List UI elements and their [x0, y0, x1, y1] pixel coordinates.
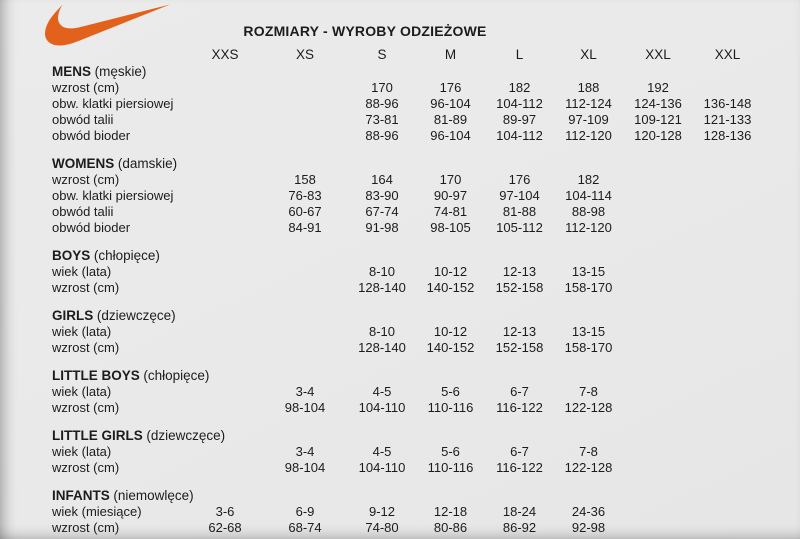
size-value-cell: 104-114 [565, 188, 612, 203]
table-row [0, 204, 762, 220]
size-value-cell: 5-6 [441, 384, 460, 399]
measurement-label: obwód bioder [52, 128, 131, 143]
table-row [0, 128, 762, 144]
size-value-cell [623, 504, 693, 520]
section-label-cell [0, 487, 762, 504]
table-row [0, 112, 762, 128]
page-title: ROZMIARY - WYROBY ODZIEŻOWE [243, 23, 487, 39]
section-header-row [0, 63, 762, 80]
size-value-cell: 182 [577, 172, 600, 187]
size-value-cell: 110-116 [427, 460, 474, 475]
size-value-cell [262, 80, 348, 96]
size-value-cell [188, 96, 262, 112]
spacer-cell [0, 296, 762, 307]
section-label-cell [0, 247, 762, 264]
section-suffix: (dziewczęce) [146, 428, 226, 443]
size-value-cell [693, 172, 762, 188]
size-value-cell: 88-96 [365, 128, 399, 143]
section-suffix: (męskie) [94, 64, 147, 79]
section-label-cell [0, 367, 762, 384]
size-value-cell: 80-86 [433, 520, 468, 535]
size-value-cell: 73-81 [365, 112, 399, 127]
size-value-cell: 170 [439, 172, 462, 187]
measurement-label: obw. klatki piersiowej [52, 96, 174, 111]
size-value-cell: 120-128 [634, 128, 682, 143]
size-value-cell [693, 504, 762, 520]
size-column-header: XXS [211, 47, 239, 62]
section-spacer [0, 356, 762, 367]
section-name: BOYS [52, 248, 91, 263]
size-value-cell [262, 112, 348, 128]
section-name: GIRLS [52, 308, 94, 323]
section-header-row [0, 155, 762, 172]
size-value-cell: 136-148 [703, 96, 752, 111]
size-value-cell: 98-105 [430, 220, 471, 235]
size-value-cell [188, 204, 262, 220]
size-value-cell: 24-36 [571, 504, 606, 519]
size-column-header: S [377, 47, 387, 62]
size-value-cell: 3-6 [215, 504, 235, 519]
size-value-cell: 91-98 [365, 220, 399, 235]
size-value-cell: 67-74 [365, 204, 399, 219]
section-suffix: (chłopięce) [143, 368, 210, 383]
section-header-row [0, 367, 762, 384]
size-value-cell [262, 280, 348, 296]
size-value-cell: 96-104 [430, 96, 471, 111]
table-row [0, 460, 762, 476]
size-value-cell: 81-89 [433, 112, 468, 127]
size-value-cell: 92-98 [571, 520, 606, 535]
size-value-cell [623, 324, 693, 340]
size-value-cell: 112-124 [565, 96, 612, 111]
size-value-cell [262, 324, 348, 340]
size-value-cell: 81-88 [502, 204, 537, 219]
size-value-cell: 122-128 [564, 460, 613, 475]
section-label-cell [0, 63, 762, 80]
size-value-cell: 104-110 [358, 460, 406, 475]
measurement-label: wiek (lata) [52, 384, 112, 399]
size-value-cell [623, 172, 693, 188]
size-value-cell: 104-110 [358, 400, 406, 415]
size-value-cell: 110-116 [427, 400, 474, 415]
size-value-cell: 176 [508, 172, 531, 187]
size-value-cell: 128-136 [703, 128, 752, 143]
size-value-cell: 97-104 [499, 188, 540, 203]
size-column-header: XXL [714, 47, 741, 62]
size-value-cell [693, 80, 762, 96]
size-value-cell: 62-68 [208, 520, 242, 535]
size-value-cell [262, 264, 348, 280]
size-value-cell: 140-152 [426, 280, 475, 295]
table-row [0, 264, 762, 280]
measurement-label: wzrost (cm) [52, 460, 120, 475]
size-column-header: XXL [645, 47, 671, 62]
section-name: LITTLE BOYS [52, 368, 140, 383]
size-value-cell: 112-120 [565, 220, 612, 235]
section-name: LITTLE GIRLS [52, 428, 143, 443]
section-label-cell [0, 155, 762, 172]
size-value-cell [262, 128, 348, 144]
size-table [0, 46, 762, 536]
size-value-cell: 116-122 [496, 400, 543, 415]
size-value-cell: 12-13 [502, 324, 537, 339]
size-value-cell: 88-98 [571, 204, 606, 219]
size-value-cell: 13-15 [571, 264, 606, 279]
size-value-cell: 104-112 [496, 128, 543, 143]
size-column-header: XL [580, 47, 597, 62]
size-value-cell: 6-7 [510, 384, 529, 399]
size-value-cell [623, 264, 693, 280]
size-value-cell: 9-12 [368, 504, 396, 519]
size-value-cell: 96-104 [430, 128, 471, 143]
size-value-cell: 8-10 [368, 264, 396, 279]
size-value-cell [262, 340, 348, 356]
size-value-cell: 12-18 [433, 504, 468, 519]
size-value-cell [693, 188, 762, 204]
section-suffix: (damskie) [117, 156, 178, 171]
size-value-cell: 98-104 [284, 460, 326, 475]
size-value-cell: 116-122 [496, 460, 543, 475]
size-value-cell [693, 340, 762, 356]
size-value-cell: 98-104 [284, 400, 326, 415]
size-value-cell: 88-96 [365, 96, 399, 111]
size-value-cell [623, 280, 693, 296]
size-value-cell [693, 324, 762, 340]
size-value-cell: 74-80 [365, 520, 399, 535]
size-value-cell: 10-12 [433, 264, 468, 279]
table-row [0, 340, 762, 356]
measurement-label: wiek (lata) [52, 264, 112, 279]
section-spacer [0, 476, 762, 487]
size-value-cell [262, 96, 348, 112]
section-suffix: (niemowlęce) [113, 488, 194, 503]
size-value-cell: 158-170 [564, 280, 613, 295]
section-spacer [0, 144, 762, 155]
size-value-cell: 3-4 [295, 384, 315, 399]
measurement-label: wzrost (cm) [52, 340, 120, 355]
size-value-cell [693, 400, 762, 416]
section-header-row [0, 487, 762, 504]
table-row [0, 504, 762, 520]
size-value-cell [188, 80, 262, 96]
size-value-cell: 109-121 [634, 112, 682, 127]
size-value-cell: 170 [371, 80, 393, 95]
size-value-cell: 4-5 [372, 384, 392, 399]
size-value-cell: 10-12 [433, 324, 468, 339]
section-spacer [0, 236, 762, 247]
size-value-cell [693, 204, 762, 220]
measurement-label: obw. klatki piersiowej [52, 188, 174, 203]
size-value-cell [623, 400, 693, 416]
size-value-cell: 152-158 [495, 280, 544, 295]
size-value-cell: 124-136 [634, 96, 682, 111]
empty-header-cell [0, 46, 188, 63]
table-row [0, 220, 762, 236]
measurement-label: wiek (lata) [52, 444, 112, 459]
section-name: WOMENS [52, 156, 115, 171]
size-value-cell [693, 280, 762, 296]
size-value-cell [693, 384, 762, 400]
measurement-label: obwód bioder [52, 220, 131, 235]
table-row [0, 520, 762, 536]
table-row [0, 400, 762, 416]
size-value-cell [188, 220, 262, 236]
table-row [0, 172, 762, 188]
size-value-cell: 76-83 [288, 188, 322, 203]
measurement-label: obwód talii [52, 204, 114, 219]
measurement-label: obwód talii [52, 112, 114, 127]
size-value-cell: 122-128 [564, 400, 613, 415]
size-value-cell [188, 384, 262, 400]
size-value-cell: 121-133 [703, 112, 752, 127]
section-name: INFANTS [52, 488, 110, 503]
size-value-cell: 12-13 [502, 264, 537, 279]
table-row [0, 444, 762, 460]
size-header-row [0, 46, 762, 63]
size-value-cell: 5-6 [441, 444, 460, 459]
size-value-cell [623, 384, 693, 400]
section-suffix: (chłopięce) [93, 248, 160, 263]
size-value-cell [188, 324, 262, 340]
section-suffix: (dziewczęce) [96, 308, 176, 323]
size-value-cell [623, 460, 693, 476]
spacer-cell [0, 416, 762, 427]
size-value-cell: 182 [508, 80, 531, 95]
spacer-cell [0, 476, 762, 487]
size-value-cell [623, 220, 693, 236]
measurement-label: wzrost (cm) [52, 520, 120, 535]
size-value-cell [693, 520, 762, 536]
measurement-label: wiek (miesiące) [52, 504, 142, 519]
size-value-cell [623, 204, 693, 220]
size-value-cell [623, 444, 693, 460]
table-row [0, 80, 762, 96]
measurement-label: wiek (lata) [52, 324, 112, 339]
size-value-cell: 140-152 [426, 340, 475, 355]
size-value-cell [188, 444, 262, 460]
table-row [0, 324, 762, 340]
table-row [0, 384, 762, 400]
size-value-cell: 164 [371, 172, 393, 187]
size-value-cell: 7-8 [579, 444, 598, 459]
table-row [0, 188, 762, 204]
size-value-cell: 7-8 [579, 384, 598, 399]
spacer-cell [0, 144, 762, 155]
measurement-label: wzrost (cm) [52, 280, 120, 295]
measurement-label: wzrost (cm) [52, 172, 120, 187]
size-value-cell: 68-74 [288, 520, 322, 535]
size-value-cell [693, 444, 762, 460]
section-header-row [0, 247, 762, 264]
table-row [0, 96, 762, 112]
size-value-cell: 176 [439, 80, 462, 95]
size-value-cell: 4-5 [372, 444, 392, 459]
size-value-cell: 74-81 [433, 204, 468, 219]
size-value-cell [693, 460, 762, 476]
section-header-row [0, 307, 762, 324]
section-label-cell [0, 427, 762, 444]
size-value-cell [188, 400, 262, 416]
size-value-cell [623, 520, 693, 536]
size-value-cell: 105-112 [496, 220, 543, 235]
size-value-cell: 6-7 [510, 444, 529, 459]
spacer-cell [0, 356, 762, 367]
size-value-cell [188, 188, 262, 204]
size-value-cell: 90-97 [433, 188, 468, 203]
measurement-label: wzrost (cm) [52, 80, 120, 95]
size-value-cell [623, 340, 693, 356]
size-value-cell: 158-170 [564, 340, 613, 355]
size-value-cell [623, 188, 693, 204]
section-header-row [0, 427, 762, 444]
section-label-cell [0, 307, 762, 324]
size-column-header: L [515, 47, 524, 62]
size-value-cell [188, 128, 262, 144]
size-value-cell [188, 340, 262, 356]
size-value-cell: 128-140 [358, 280, 406, 295]
size-value-cell: 152-158 [495, 340, 544, 355]
size-value-cell: 60-67 [288, 204, 322, 219]
size-value-cell: 128-140 [358, 340, 406, 355]
section-spacer [0, 296, 762, 307]
size-value-cell: 8-10 [368, 324, 396, 339]
size-value-cell: 13-15 [571, 324, 606, 339]
size-value-cell [188, 460, 262, 476]
table-row [0, 280, 762, 296]
size-value-cell: 3-4 [295, 444, 315, 459]
size-value-cell [188, 172, 262, 188]
size-value-cell [188, 264, 262, 280]
size-column-header: XS [295, 47, 314, 62]
section-name: MENS [52, 64, 92, 79]
measurement-label: wzrost (cm) [52, 400, 120, 415]
size-value-cell: 112-120 [565, 128, 612, 143]
size-value-cell: 6-9 [295, 504, 315, 519]
size-value-cell: 89-97 [502, 112, 537, 127]
size-value-cell: 18-24 [502, 504, 537, 519]
size-column-header: M [444, 47, 457, 62]
section-spacer [0, 416, 762, 427]
spacer-cell [0, 236, 762, 247]
size-value-cell [188, 112, 262, 128]
size-value-cell: 158 [294, 172, 316, 187]
size-value-cell: 97-109 [568, 112, 609, 127]
size-value-cell: 83-90 [365, 188, 399, 203]
size-value-cell: 86-92 [502, 520, 537, 535]
size-value-cell [693, 220, 762, 236]
size-value-cell [693, 264, 762, 280]
size-value-cell: 84-91 [288, 220, 322, 235]
size-value-cell [188, 280, 262, 296]
size-value-cell: 104-112 [496, 96, 543, 111]
size-value-cell: 192 [647, 80, 669, 95]
size-value-cell: 188 [577, 80, 600, 95]
